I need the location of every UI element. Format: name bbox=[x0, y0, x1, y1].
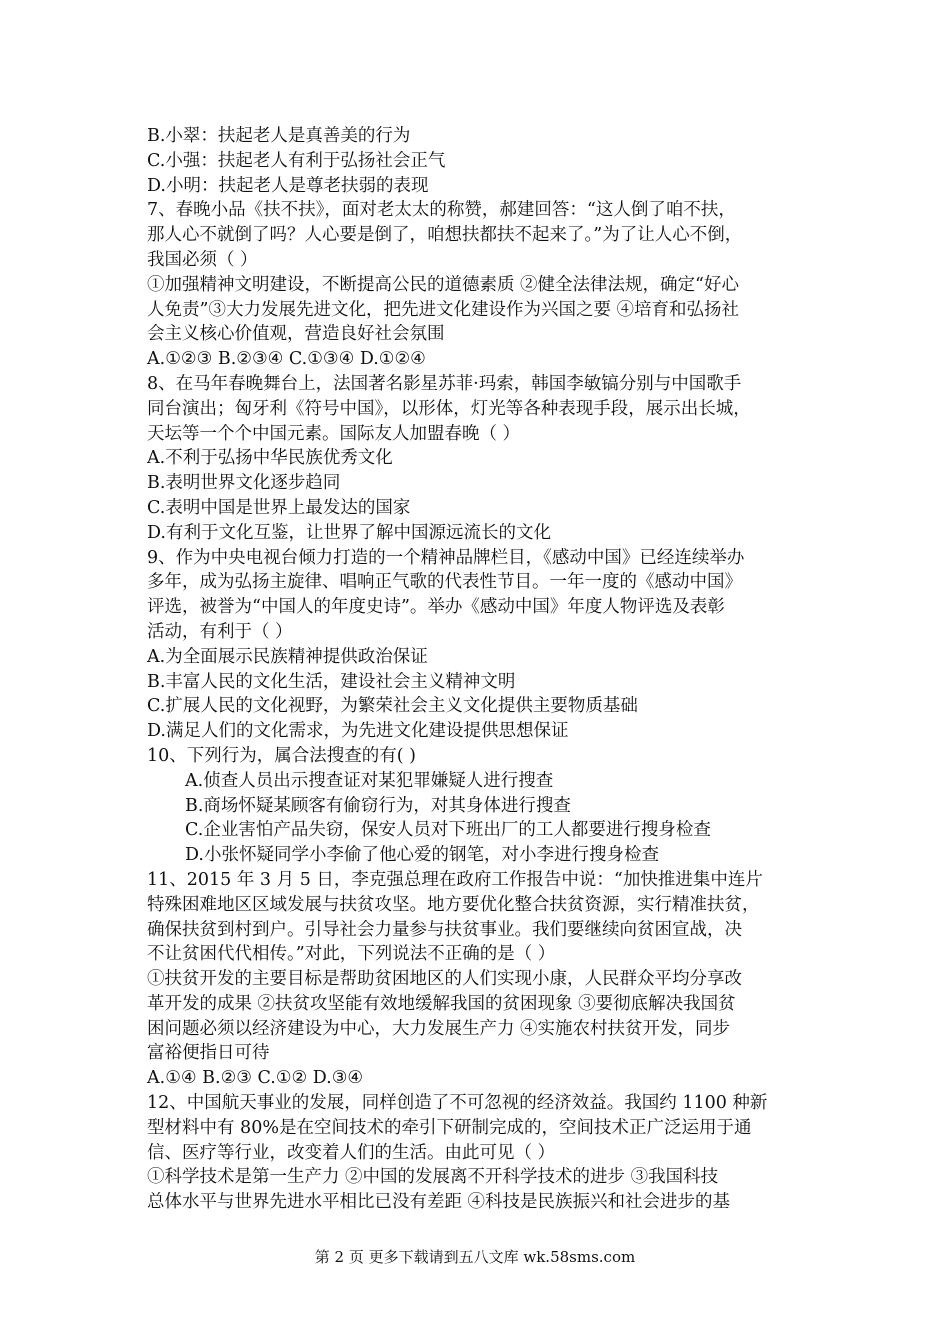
text-line: 那人心不就倒了吗？人心要是倒了，咱想扶都扶不起来了。”为了让人心不倒， bbox=[147, 225, 743, 246]
text-line: 特殊困难地区区域发展与扶贫攻坚。地方要优化整合扶贫资源，实行精准扶贫， bbox=[147, 894, 760, 915]
text-line: ①加强精神文明建设，不断提高公民的道德素质 ②健全法律法规，确定“好心 bbox=[147, 274, 740, 295]
question-12: 12、中国航天事业的发展，同样创造了不可忽视的经济效益。我国约 1100 种新 bbox=[147, 1093, 768, 1114]
answer-options: A.①④ B.②③ C.①② D.③④ bbox=[147, 1068, 364, 1089]
answer-option: C.企业害怕产品失窃，保安人员对下班出厂的工人都要进行搜身检查 bbox=[185, 820, 711, 841]
text-line: 天坛等一个个中国元素。国际友人加盟春晚（ ） bbox=[147, 423, 521, 444]
answer-option: D.小张怀疑同学小李偷了他心爱的钢笔，对小李进行搜身检查 bbox=[185, 845, 659, 866]
text-line: 人免责”③大力发展先进文化，把先进文化建设作为兴国之要 ④培育和弘扬社 bbox=[147, 299, 740, 320]
text-line: 同台演出；匈牙利《符号中国》，以形体，灯光等各种表现手段，展示出长城， bbox=[147, 398, 751, 419]
text-line: 不让贫困代代相传。”对此，下列说法不正确的是（ ） bbox=[147, 944, 556, 965]
text-line: 评选，被誉为“中国人的年度史诗”。举办《感动中国》年度人物评选及表彰 bbox=[147, 597, 725, 618]
text-line: 会主义核心价值观，营造良好社会氛围 bbox=[147, 324, 445, 345]
text-line: C.小强：扶起老人有利于弘扬社会正气 bbox=[147, 150, 446, 171]
page-body bbox=[147, 124, 827, 1215]
question-10: 10、下列行为，属合法搜查的有( ) bbox=[147, 745, 416, 766]
answer-option: A.为全面展示民族精神提供政治保证 bbox=[147, 646, 428, 667]
text-line: D.小明：扶起老人是尊老扶弱的表现 bbox=[147, 175, 429, 196]
text-line: 型材料中有 80%是在空间技术的牵引下研制完成的，空间技术正广泛运用于通 bbox=[147, 1117, 752, 1138]
answer-option: A.不利于弘扬中华民族优秀文化 bbox=[147, 448, 393, 469]
answer-option: B.商场怀疑某顾客有偷窃行为，对其身体进行搜查 bbox=[185, 795, 571, 816]
text-line: 富裕便指日可待 bbox=[147, 1043, 270, 1064]
text-line: ①科学技术是第一生产力 ②中国的发展离不开科学技术的进步 ③我国科技 bbox=[147, 1167, 719, 1188]
question-11: 11、2015 年 3 月 5 日，李克强总理在政府工作报告中说：“加快推进集中连片 bbox=[147, 869, 763, 890]
text-line: B.小翠：扶起老人是真善美的行为 bbox=[147, 126, 411, 146]
question-9: 9、作为中央电视台倾力打造的一个精神品牌栏目，《感动中国》已经连续举办 bbox=[147, 547, 745, 568]
answer-option: C.表明中国是世界上最发达的国家 bbox=[147, 497, 411, 518]
text-line: 多年，成为弘扬主旋律、唱响正气歌的代表性节目。一年一度的《感动中国》 bbox=[147, 572, 742, 593]
text-line: 总体水平与世界先进水平相比已没有差距 ④科技是民族振兴和社会进步的基 bbox=[147, 1192, 731, 1213]
answer-option: D.有利于文化互鉴，让世界了解中国源远流长的文化 bbox=[147, 522, 551, 543]
answer-option: B.丰富人民的文化生活，建设社会主义精神文明 bbox=[147, 671, 516, 692]
question-8: 8、在马年春晚舞台上，法国著名影星苏菲·玛索，韩国李敏镐分别与中国歌手 bbox=[147, 373, 742, 394]
text-line: 革开发的成果 ②扶贫攻坚能有效地缓解我国的贫困现象 ③要彻底解决我国贫 bbox=[147, 993, 736, 1014]
question-7: 7、春晚小品《扶不扶》，面对老太太的称赞，郝建回答：“这人倒了咱不扶， bbox=[147, 200, 736, 221]
answer-options: A.①②③ B.②③④ C.①③④ D.①②④ bbox=[147, 349, 426, 370]
text-line: 困问题必须以经济建设为中心，大力发展生产力 ④实施农村扶贫开发，同步 bbox=[147, 1018, 731, 1039]
answer-option: D.满足人们的文化需求，为先进文化建设提供思想保证 bbox=[147, 721, 569, 742]
answer-option: C.扩展人民的文化视野，为繁荣社会主义文化提供主要物质基础 bbox=[147, 696, 638, 717]
text-line: 确保扶贫到村到户。引导社会力量参与扶贫事业。我们要继续向贫困宣战，决 bbox=[147, 919, 742, 940]
text-line: 活动，有利于（ ） bbox=[147, 621, 293, 642]
answer-option: B.表明世界文化逐步趋同 bbox=[147, 473, 341, 494]
text-line: 信、医疗等行业，改变着人们的生活。由此可见（ ） bbox=[147, 1142, 556, 1163]
text-line: 我国必须（ ） bbox=[147, 249, 258, 270]
answer-option: A.侦查人员出示搜查证对某犯罪嫌疑人进行搜查 bbox=[185, 770, 554, 791]
page-footer: 第 2 页 更多下载请到五八文库 wk.58sms.com bbox=[314, 1248, 636, 1266]
text-line: ①扶贫开发的主要目标是帮助贫困地区的人们实现小康，人民群众平均分享改 bbox=[147, 969, 742, 990]
